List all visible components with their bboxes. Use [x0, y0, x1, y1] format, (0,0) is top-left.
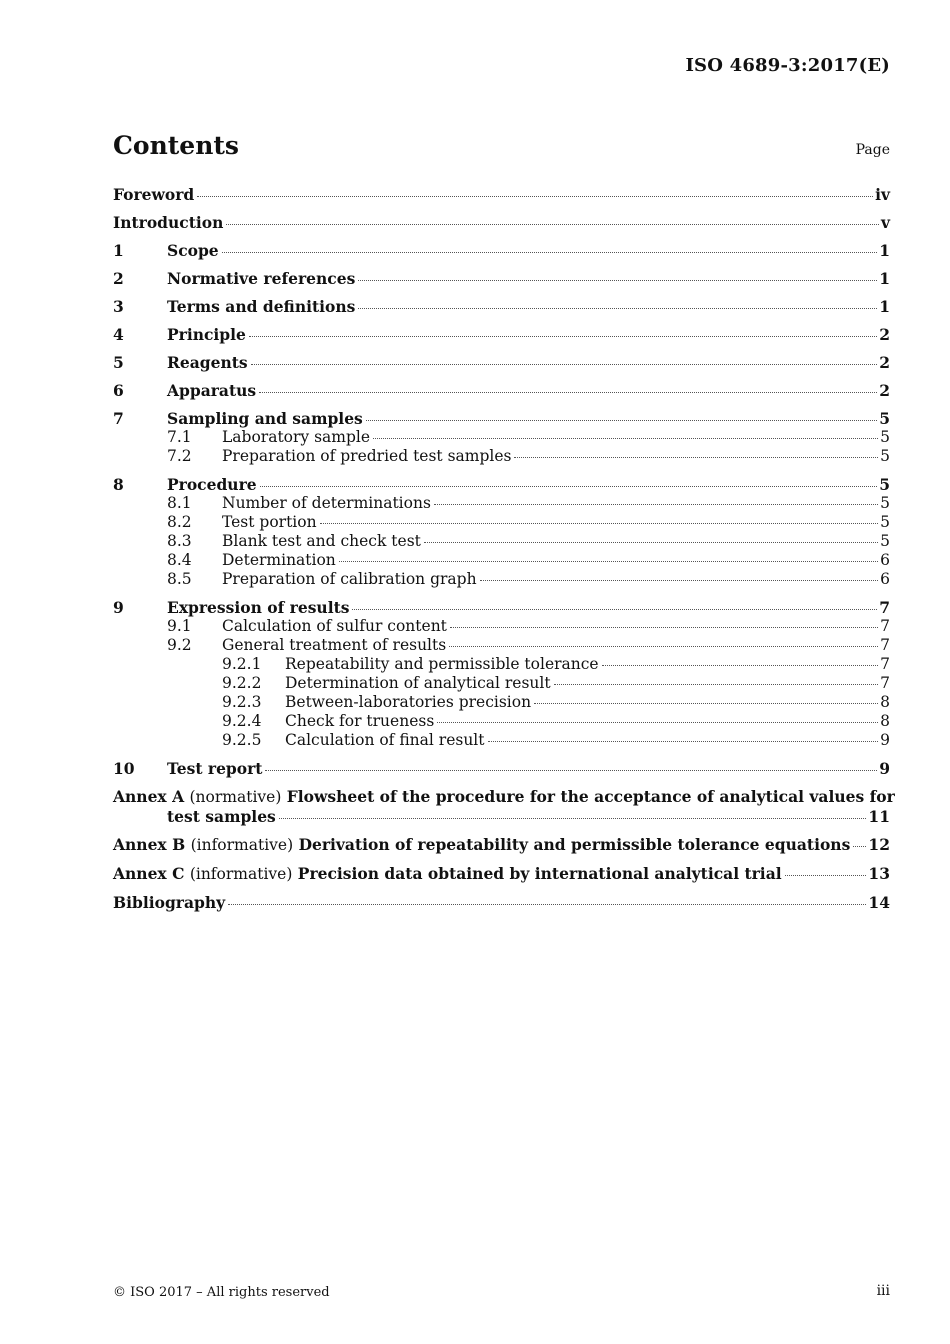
- dot-leader: [373, 437, 878, 439]
- toc-page: 9: [879, 759, 890, 778]
- toc-page: 5: [880, 532, 890, 550]
- toc-entry-test-report[interactable]: [113, 759, 890, 778]
- toc-title: Preparation of calibration graph: [222, 570, 477, 588]
- toc-entry-reagents[interactable]: [113, 353, 890, 372]
- toc-number: 3: [113, 297, 124, 316]
- toc-title: Blank test and check test: [222, 532, 421, 550]
- toc-page: 8: [880, 712, 890, 730]
- dot-leader: [339, 560, 878, 562]
- toc-entry-normative-references[interactable]: [113, 269, 890, 288]
- dot-leader: [249, 335, 877, 337]
- annex-kind: (informative): [190, 836, 294, 854]
- dot-leader: [450, 626, 878, 628]
- contents-title: Contents: [113, 131, 240, 160]
- toc-page: 5: [880, 513, 890, 531]
- toc-title: Expression of results: [167, 598, 350, 617]
- annex-b-heading: [113, 835, 850, 855]
- toc-page: v: [880, 213, 890, 232]
- annex-title: Derivation of repeatability and permissible tolerance equations: [298, 835, 851, 854]
- toc-number: 9: [113, 598, 124, 617]
- toc-title: Reagents: [167, 353, 248, 372]
- dot-leader: [434, 503, 878, 505]
- toc-title: Scope: [167, 241, 219, 260]
- toc-number: 9.1: [167, 617, 192, 635]
- toc-title: Sampling and samples: [167, 409, 363, 428]
- dot-leader: [352, 608, 877, 610]
- dot-leader: [358, 307, 877, 309]
- toc-page: 13: [868, 864, 890, 883]
- dot-leader: [514, 456, 878, 458]
- dot-leader: [602, 664, 879, 666]
- dot-leader: [785, 874, 867, 876]
- toc-number: 4: [113, 325, 124, 344]
- toc-number: 7.1: [167, 428, 192, 446]
- toc-number: 9.2.1: [222, 655, 262, 673]
- toc-title: Laboratory sample: [222, 428, 371, 446]
- toc-page: 7: [880, 674, 890, 692]
- dot-leader: [437, 721, 878, 723]
- toc-page: 6: [880, 570, 890, 588]
- dot-leader: [226, 223, 879, 225]
- toc-number: 9.2.2: [222, 674, 262, 692]
- toc-title: Calculation of sulfur content: [222, 617, 447, 635]
- toc-title: General treatment of results: [222, 636, 447, 654]
- toc-page: 7: [880, 655, 890, 673]
- toc-number: 8.5: [167, 570, 192, 588]
- toc-page: 9: [880, 731, 890, 749]
- toc-entry-annex-b[interactable]: [113, 835, 890, 855]
- toc-number: 5: [113, 353, 124, 372]
- toc-number: 2: [113, 269, 124, 288]
- toc-page: 7: [879, 598, 890, 617]
- toc-page: 11: [868, 807, 890, 826]
- toc-number: 9.2: [167, 636, 192, 654]
- toc-title: Calculation of final result: [285, 731, 485, 749]
- toc-entry-preparation-of-calibration-graph[interactable]: [113, 570, 890, 589]
- toc-title: Apparatus: [167, 381, 257, 400]
- toc-number: 6: [113, 381, 124, 400]
- toc-entry-between-laboratories-precision[interactable]: [113, 693, 890, 712]
- toc-page: 1: [879, 269, 890, 288]
- toc-entry-preparation-of-predried-test-samples[interactable]: [113, 447, 890, 466]
- toc-page: 5: [879, 475, 890, 494]
- toc-page: iv: [875, 185, 890, 204]
- toc-page: 1: [879, 241, 890, 260]
- annex-kind: (informative): [189, 865, 293, 883]
- toc-entry-determination[interactable]: [113, 551, 890, 570]
- toc-title: Bibliography: [113, 893, 226, 912]
- toc-page: 8: [880, 693, 890, 711]
- toc-page: 2: [879, 325, 890, 344]
- toc-entry-repeatability-and-permissible-tolerance[interactable]: [113, 655, 890, 674]
- annex-title-line2: test samples: [167, 807, 276, 826]
- toc-page: 1: [879, 297, 890, 316]
- toc-entry-calculation-of-final-result[interactable]: [113, 731, 890, 750]
- toc-entry-blank-test-and-check-test[interactable]: [113, 532, 890, 551]
- dot-leader: [197, 195, 873, 197]
- toc-entry-annex-c[interactable]: [113, 864, 890, 884]
- dot-leader: [366, 419, 877, 421]
- toc-entry-sampling-and-samples[interactable]: [113, 409, 890, 428]
- toc-title: Principle: [167, 325, 246, 344]
- toc-title: Repeatability and permissible tolerance: [285, 655, 599, 673]
- dot-leader: [853, 845, 866, 847]
- toc-number: 8.2: [167, 513, 192, 531]
- dot-leader: [279, 817, 867, 819]
- toc-entry-expression-of-results[interactable]: [113, 598, 890, 617]
- toc-number: 7: [113, 409, 124, 428]
- dot-leader: [320, 522, 879, 524]
- annex-c-heading: [113, 864, 782, 884]
- dot-leader: [251, 363, 878, 365]
- document-id: ISO 4689-3:2017(E): [685, 55, 890, 76]
- toc-title: Check for trueness: [285, 712, 435, 730]
- toc-number: 8.4: [167, 551, 192, 569]
- toc-number: 1: [113, 241, 124, 260]
- toc-number: 8.3: [167, 532, 192, 550]
- toc-entry-test-portion[interactable]: [113, 513, 890, 532]
- toc-title: Procedure: [167, 475, 257, 494]
- toc-entry-foreword[interactable]: [113, 185, 890, 204]
- annex-label: Annex C: [113, 864, 185, 883]
- toc-page: 2: [879, 381, 890, 400]
- toc-number: 8.1: [167, 494, 192, 512]
- toc-entry-laboratory-sample[interactable]: [113, 428, 890, 447]
- toc-title: Normative references: [167, 269, 356, 288]
- toc-title: Preparation of predried test samples: [222, 447, 512, 465]
- toc-page: 5: [880, 428, 890, 446]
- toc-page: 5: [880, 494, 890, 512]
- copyright-notice: © ISO 2017 – All rights reserved: [113, 1285, 330, 1300]
- toc-number: 9.2.5: [222, 731, 262, 749]
- toc-entry-procedure[interactable]: [113, 475, 890, 494]
- toc-entry-scope[interactable]: [113, 241, 890, 260]
- toc-title: Test report: [167, 759, 263, 778]
- toc-title: Determination of analytical result: [285, 674, 551, 692]
- toc-entry-terms-and-definitions[interactable]: [113, 297, 890, 316]
- page-number: iii: [876, 1283, 890, 1299]
- toc-entry-check-for-trueness[interactable]: [113, 712, 890, 731]
- toc-title: Number of determinations: [222, 494, 431, 512]
- annex-a-heading: [113, 787, 895, 807]
- toc-title: Terms and definitions: [167, 297, 356, 316]
- dot-leader: [259, 391, 877, 393]
- dot-leader: [265, 769, 877, 771]
- toc-page: 5: [880, 447, 890, 465]
- annex-title: Precision data obtained by international analytical trial: [297, 864, 782, 883]
- page-column-label: Page: [855, 142, 890, 158]
- dot-leader: [554, 683, 879, 685]
- toc-page: 5: [879, 409, 890, 428]
- dot-leader: [449, 645, 878, 647]
- dot-leader: [480, 579, 879, 581]
- toc-number: 9.2.3: [222, 693, 262, 711]
- dot-leader: [424, 541, 878, 543]
- toc-title: Between-laboratories precision: [285, 693, 532, 711]
- toc-title: Introduction: [113, 213, 224, 232]
- toc-page: 7: [880, 617, 890, 635]
- annex-kind: (normative): [189, 788, 282, 806]
- toc-entry-number-of-determinations[interactable]: [113, 494, 890, 513]
- toc-title: Determination: [222, 551, 336, 569]
- table-of-contents: [113, 185, 895, 912]
- toc-page: 6: [880, 551, 890, 569]
- toc-number: 9.2.4: [222, 712, 262, 730]
- annex-title-line1: Flowsheet of the procedure for the acceptance of analytical values for: [286, 787, 895, 806]
- toc-entry-general-treatment-of-results[interactable]: [113, 636, 890, 655]
- toc-number: 10: [113, 759, 135, 778]
- toc-entry-annex-a[interactable]: [113, 787, 895, 826]
- toc-title: Test portion: [222, 513, 317, 531]
- dot-leader: [228, 903, 866, 905]
- toc-entry-apparatus[interactable]: [113, 381, 890, 400]
- toc-entry-determination-of-analytical-result[interactable]: [113, 674, 890, 693]
- dot-leader: [358, 279, 877, 281]
- dot-leader: [222, 251, 878, 253]
- toc-page: 2: [879, 353, 890, 372]
- dot-leader: [260, 485, 878, 487]
- toc-number: 7.2: [167, 447, 192, 465]
- toc-entry-principle[interactable]: [113, 325, 890, 344]
- toc-page: 12: [868, 835, 890, 854]
- toc-number: 8: [113, 475, 124, 494]
- toc-title: Foreword: [113, 185, 195, 204]
- dot-leader: [534, 702, 878, 704]
- toc-entry-calculation-of-sulfur-content[interactable]: [113, 617, 890, 636]
- dot-leader: [488, 740, 879, 742]
- toc-page: 7: [880, 636, 890, 654]
- annex-label: Annex B: [113, 835, 186, 854]
- toc-entry-introduction[interactable]: [113, 213, 890, 232]
- toc-page: 14: [868, 893, 890, 912]
- annex-label: Annex A: [113, 787, 185, 806]
- toc-entry-bibliography[interactable]: [113, 893, 890, 912]
- annex-a-continuation: [113, 807, 890, 826]
